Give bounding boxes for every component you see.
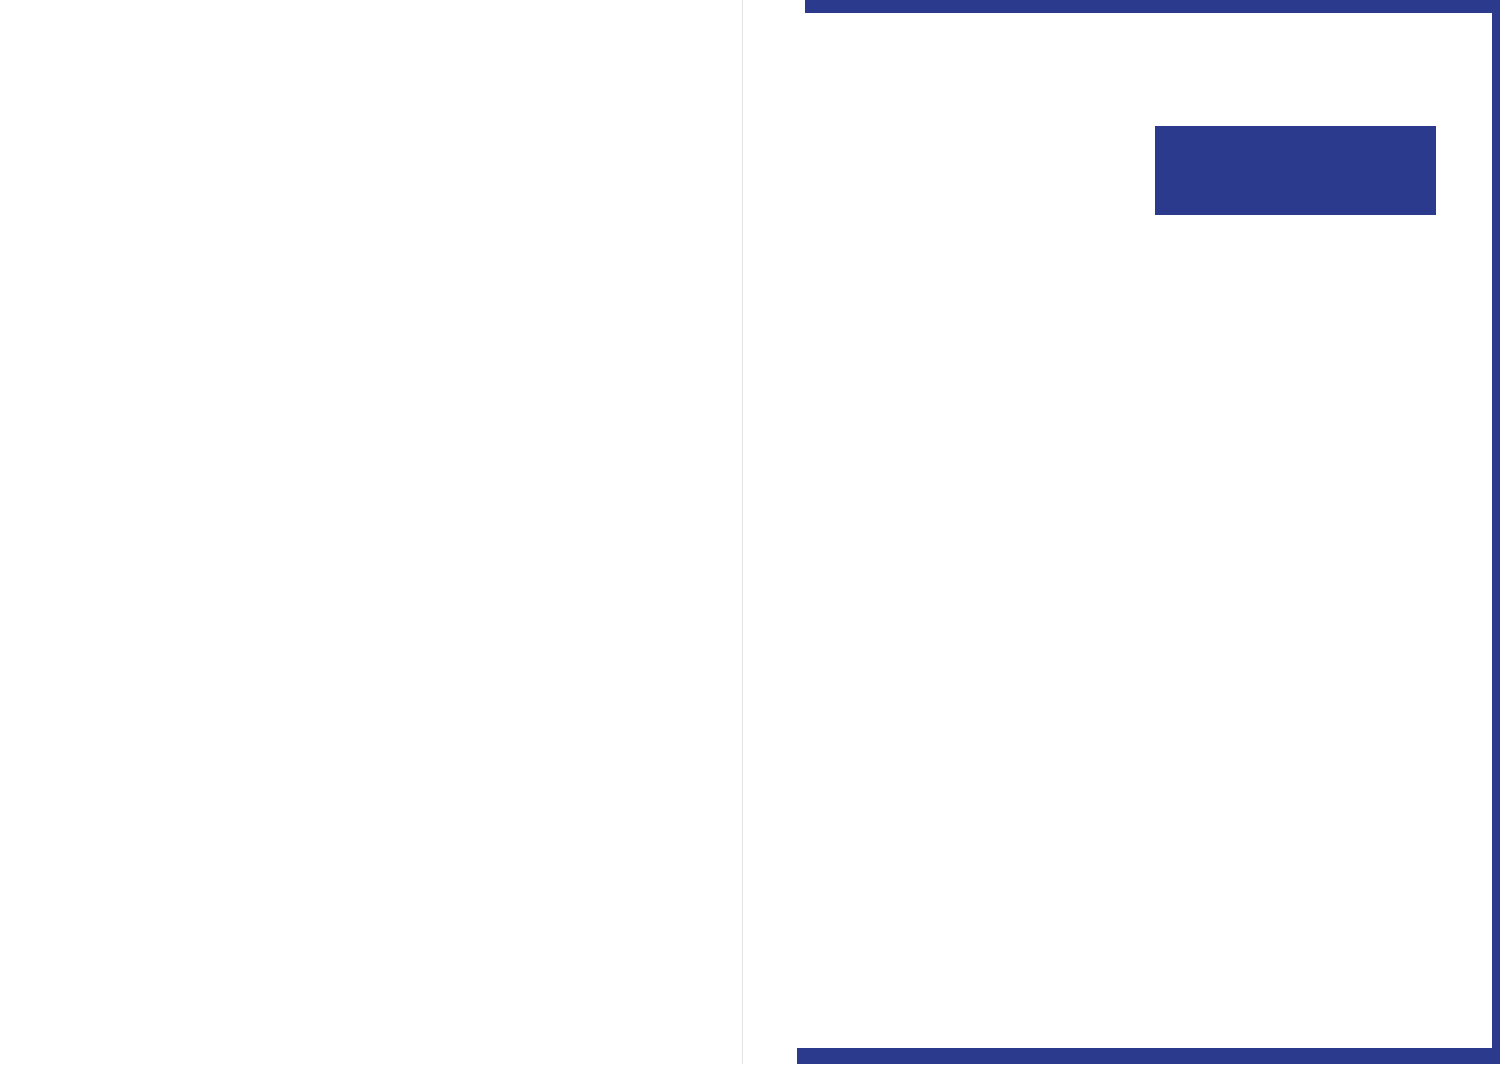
page-frame-right	[1492, 0, 1500, 1064]
map-page	[0, 0, 700, 1064]
route-map	[0, 0, 700, 1064]
page-frame-bottom	[797, 1048, 1500, 1064]
route-info-box	[1155, 126, 1436, 215]
page-gutter	[742, 0, 743, 1064]
page-frame-top	[805, 0, 1492, 13]
